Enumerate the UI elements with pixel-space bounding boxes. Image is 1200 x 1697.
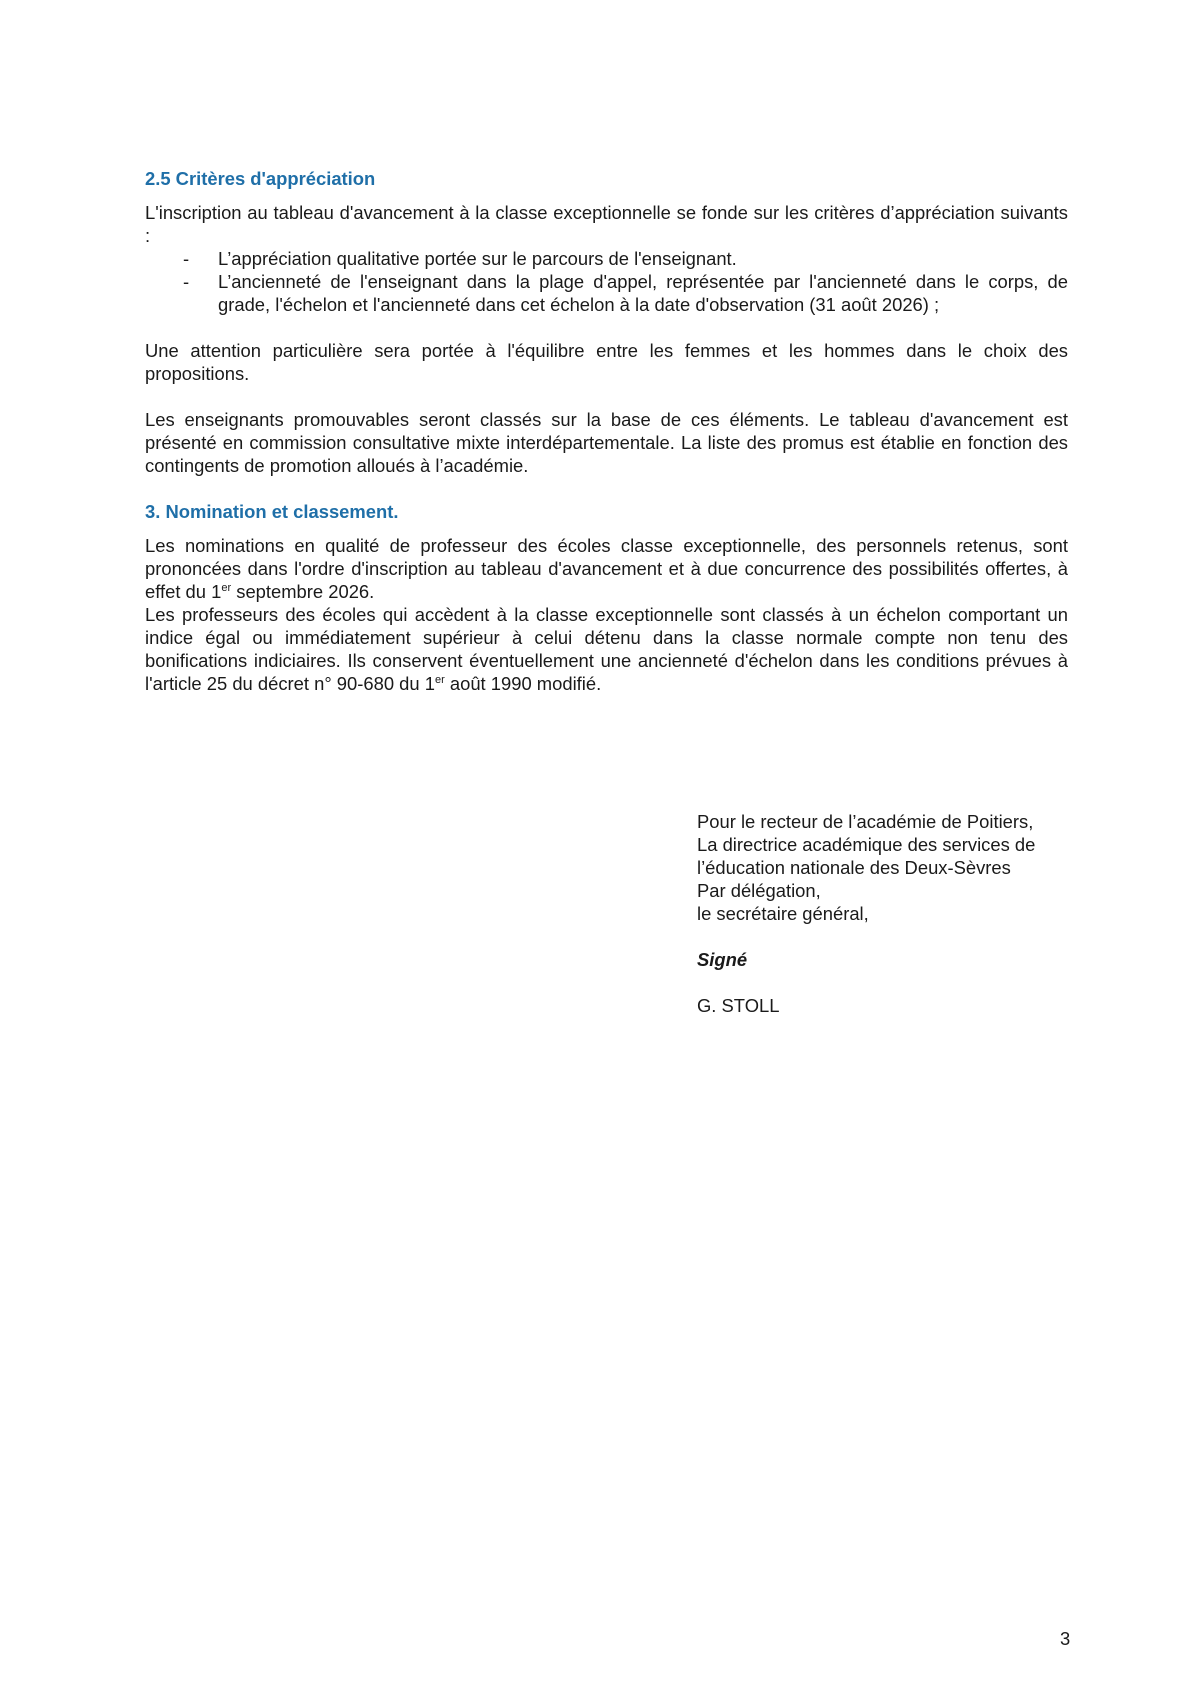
nomination-paragraph: [145, 534, 1068, 603]
signature-block: [697, 810, 1035, 1017]
page-number: 3: [1060, 1628, 1071, 1649]
signature-line: Par délégation,: [697, 880, 821, 901]
list-item-text: L’appréciation qualitative portée sur le parcours de l'enseignant.: [218, 248, 737, 269]
list-item: [145, 270, 1068, 316]
signature-line: Pour le recteur de l’académie de Poitiers,: [697, 811, 1034, 832]
classement-paragraph: [145, 603, 1068, 695]
signatory-name: G. STOLL: [697, 995, 780, 1016]
section-heading-criteria: 2.5 Critères d'appréciation: [145, 168, 376, 189]
document-body: [145, 167, 1068, 695]
list-item: [145, 247, 1068, 270]
equality-paragraph: Une attention particulière sera portée à l'équilibre entre les femmes et les hommes dans le choix des propositions.: [145, 340, 1068, 384]
criteria-list: [145, 247, 1068, 316]
signed-label: Signé: [697, 949, 748, 970]
criteria-intro-paragraph: L'inscription au tableau d'avancement à la classe exceptionnelle se fonde sur les critères d’appréciation suivants :: [145, 202, 1068, 246]
ordinal-superscript: er: [221, 581, 232, 594]
classement-text: Les professeurs des écoles qui accèdent à la classe exceptionnelle sont classés à un échelon comportant un indice égal ou immédiatement supérieur à celui détenu dans la classe normale compte non tenu des bonifications indiciaires. Ils conservent éventuellement une ancienneté d'échelon dans les conditions prévues à l'article 25 du décret n° 90-680 du 1: [145, 604, 1068, 694]
signature-line: le secrétaire général,: [697, 903, 869, 924]
section-heading-nomination: 3. Nomination et classement.: [145, 501, 399, 522]
signature-line: La directrice académique des services de: [697, 834, 1036, 855]
nomination-text: Les nominations en qualité de professeur des écoles classe exceptionnelle, des personnels retenus, sont prononcées dans l'ordre d'inscription au tableau d'avancement et à due concurrence des possibilités offertes, à effet du 1: [145, 535, 1068, 602]
ordinal-superscript: er: [434, 673, 445, 686]
bullet-dash: -: [183, 248, 190, 269]
nomination-text-end: septembre 2026.: [231, 581, 375, 602]
list-item-text: L’ancienneté de l'enseignant dans la plage d'appel, représentée par l'ancienneté dans le corps, de grade, l'échelon et l'ancienneté dans cet échelon à la date d'observation (31 août 2026) ;: [218, 271, 1068, 315]
classement-text-end: août 1990 modifié.: [444, 673, 602, 694]
signature-line: l’éducation nationale des Deux-Sèvres: [697, 857, 1011, 878]
bullet-dash: -: [183, 271, 190, 292]
ranking-paragraph: Les enseignants promouvables seront classés sur la base de ces éléments. Le tableau d'avancement est présenté en commission consultative mixte interdépartementale. La liste des promus est établie en fonction des contingents de promotion alloués à l’académie.: [145, 409, 1068, 476]
